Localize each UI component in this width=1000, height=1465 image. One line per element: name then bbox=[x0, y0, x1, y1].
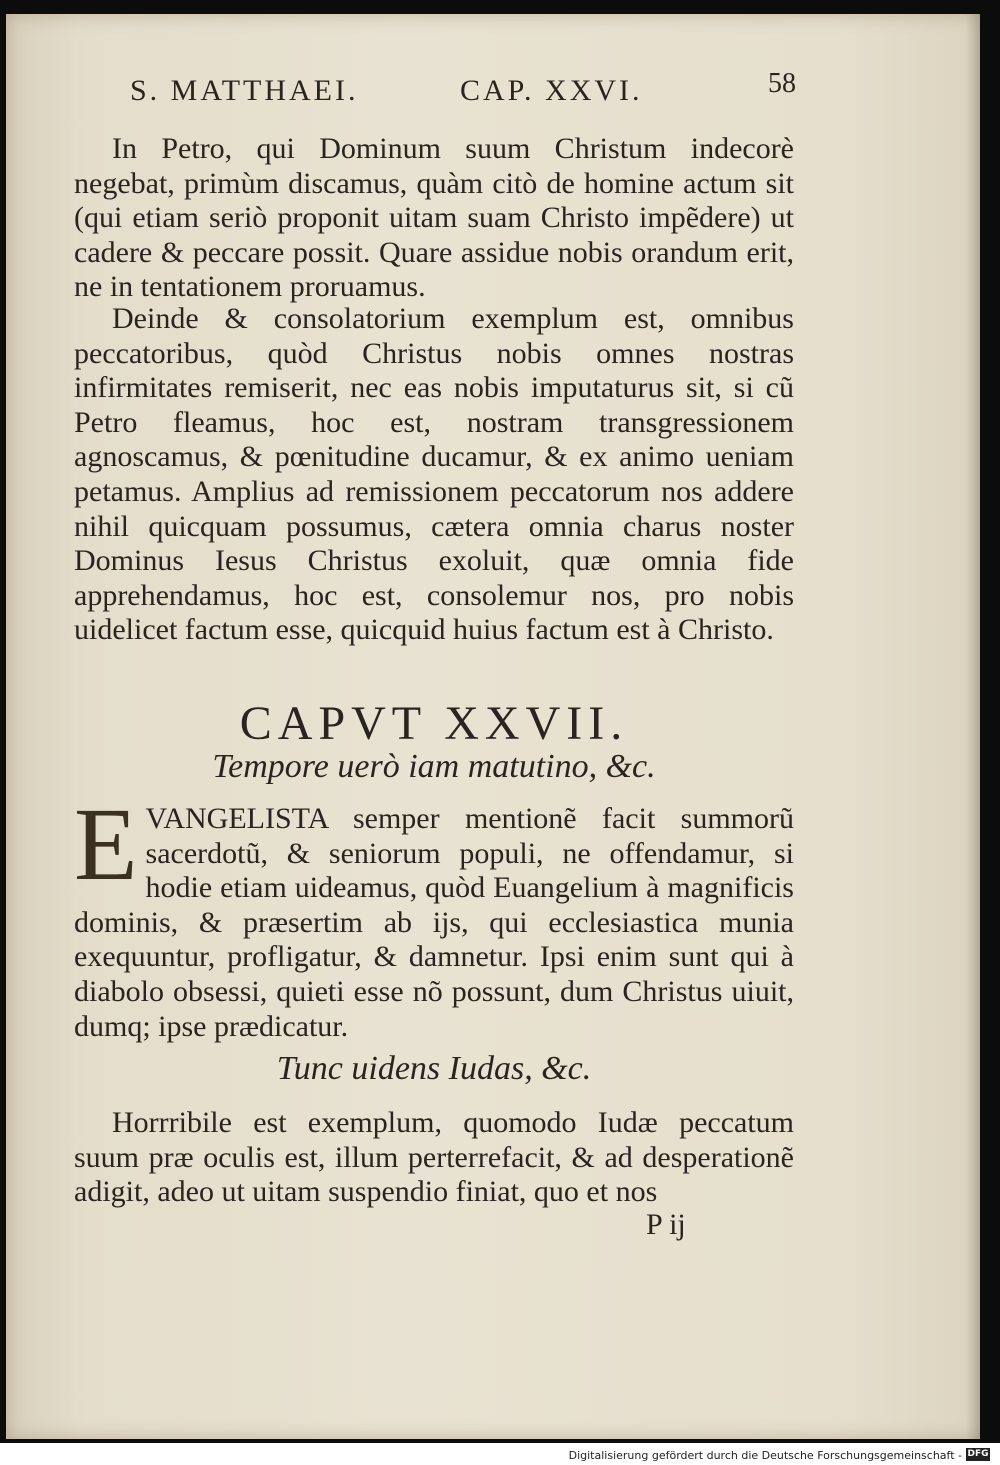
running-head-chapter: CAP. XXVI. bbox=[460, 74, 643, 107]
paragraph-text: VANGELISTA semper mentionẽ facit summorũ sacerdotũ, & seniorum populi, ne offendamur, si hodie etiam uideamus, quòd Euangelium à magnificis dominis, & præsertim ab ijs, qui ecclesiastica munia exequuntur, profligatur, & damnetur. Ipsi enim sunt qui à diabolo obsessi, quieti esse nõ possunt, dum Christus uiuit, dumq; ipse prædicatur. bbox=[74, 802, 794, 1043]
paragraph-text: Horrribile est exemplum, quomodo Iudæ peccatum suum præ oculis est, illum perterrefacit, & ad desperationẽ adigit, adeo ut uitam suspendio finiat, quo et nos bbox=[74, 1106, 794, 1209]
drop-cap-initial: E bbox=[74, 787, 138, 902]
paragraph-text: Deinde & consolatorium exemplum est, omnibus peccatoribus, quòd Christus nobis omnes nostras infirmitates remiserit, nec eas nobis imputaturus sit, si cũ Petro fleamus, hoc est, nostram transgressionem agnoscamus, & pœnitudine ducamur, & ex animo ueniam petamus. Amplius ad remissionem peccatorum nos addere nihil quicquam possumus, cætera omnia charus noster Dominus Iesus Christus exoluit, quæ omnia fide apprehendamus, hoc est, consolemur nos, pro nobis uidelicet factum esse, quicquid huius factum est à Christo. bbox=[74, 302, 794, 647]
incipit-heading: Tunc uidens Iudas, &c. bbox=[276, 1050, 592, 1087]
running-head bbox=[130, 68, 800, 114]
paragraph-consolation bbox=[74, 302, 794, 648]
incipit-heading: Tempore uerò iam matutino, &c. bbox=[212, 748, 656, 785]
book-page bbox=[6, 14, 980, 1439]
folio-number: 58 bbox=[768, 68, 796, 99]
paragraph-peter bbox=[74, 132, 794, 305]
paragraph-text: In Petro, qui Dominum suum Christum indecorè negebat, primùm discamus, quàm citò de homine actum sit (qui etiam seriò proponit uitam suam Christo impẽdere) ut cadere & peccare possit. Quare assidue nobis orandum erit, ne in tentationem proruamus. bbox=[74, 132, 794, 304]
digitization-credit: Digitalisierung gefördert durch die Deutsche Forschungsgemeinschaft - bbox=[568, 1449, 962, 1462]
paragraph-judas bbox=[74, 1106, 794, 1210]
chapter-heading: CAPVT XXVII. bbox=[239, 697, 629, 750]
dfg-logo: DFG bbox=[967, 1449, 989, 1459]
paragraph-evangelista bbox=[74, 787, 794, 1044]
running-head-title: S. MATTHAEI. bbox=[130, 74, 359, 107]
signature-mark: P ij bbox=[646, 1208, 686, 1241]
